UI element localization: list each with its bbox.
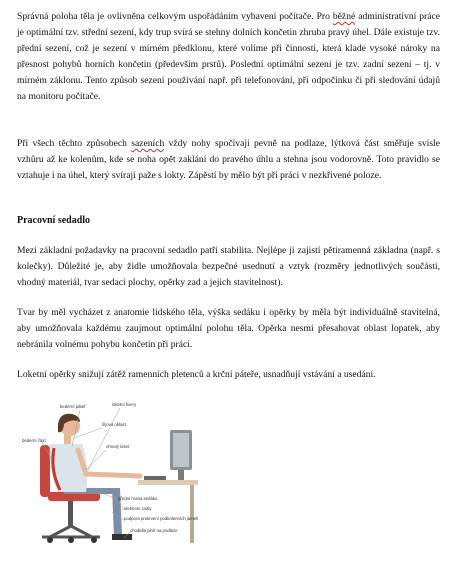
label-spine: bederní páteř <box>60 404 86 409</box>
paragraph-chair-shape: Tvar by měl vycházet z anatomie lidského těla, výška sedáku i opěrky by měla být individuálně stavitelná, aby umožňovala každému zaujmout optimální polohu těla. Opěrka nesmí přesahovat oblast lopatek, aby nebránila volnému pohybu končetin při práci. <box>17 307 440 350</box>
paragraph-text: vždy nohy spočívají pevně na podlaze, lýtková část směřuje svisle vzhůru až ke kolenům, kde se noha opět zaklání do pravého úhlu a stehna jsou vodorovně. Toto pravidlo se vztahuje i na úhel, který svírají paže s lokty. Zápěstí by mělo být při práci v nezkřivené poloze. <box>17 138 440 181</box>
paragraph-leg-position <box>17 136 440 200</box>
paragraph-armrests: Loketní opěrky snižují zátěž ramenních pletenců a krční páteře, usnadňují vstávání a usedání. <box>17 369 376 380</box>
desk-top <box>138 480 198 485</box>
label-feet: chodidla plně na podlaze <box>130 528 178 533</box>
label-wrist: loketní fixery <box>112 402 137 407</box>
spellcheck-word: sazeních <box>131 138 165 149</box>
ergonomic-sitting-illustration <box>20 400 200 550</box>
paragraph-chair-stability: Mezi základní požadavky na pracovní sedadlo patří stabilita. Nejlépe ji zajistí pětiramenná základna (např. s kolečky). Důležité je, aby židle umožňovala bezpečné usednutí a vztyk (rozměry jednotlivých součástí, vhodný materiál, tvar sedací plochy, opěrky zad a jejich stavitelnost). <box>17 245 440 288</box>
label-elbow: ohnutý loket <box>106 444 130 449</box>
desk-leg <box>190 485 194 543</box>
label-back: bederní část <box>22 438 46 443</box>
paragraph-text: Při všech těchto způsobech <box>17 138 132 149</box>
label-thigh: stehenní svaly <box>124 506 152 511</box>
keyboard <box>144 476 166 480</box>
spellcheck-word: běžné <box>332 11 356 22</box>
paragraph-sitting-positions <box>17 9 440 122</box>
label-support: podpora prokrvení podkolenních jamek <box>124 516 199 521</box>
document-body <box>17 9 440 383</box>
monitor-stand <box>178 470 184 480</box>
paragraph-text: Správná poloha těla je ovlivněna celkovým uspořádáním vybavení počítače. Pro <box>17 11 333 22</box>
label-neck: šíjová oblast <box>102 422 126 427</box>
section-heading: Pracovní sedadlo <box>17 215 91 226</box>
paragraph-text: administrativní práce je optimální tzv. střední sezení, kdy trup svírá se stehny dolních končetin zhruba pravý úhel. Dále existuje tzv. přední sezení, což je sezení v mírném předklonu, které volíme při činnosti, která klade vysoké nároky na přesnost pohybů horních končetin (především prstů). Poslední optimální sezení je tzv. zadní sezení – tj. v mírném záklonu. Tento způsob sezení používání např. při telefonování, při odpočinku či při sledování údajů na monitoru počítače. <box>17 11 440 102</box>
monitor-screen <box>173 433 189 467</box>
label-knee: přední hrana sedáku <box>118 496 158 501</box>
seated-person <box>50 414 140 540</box>
